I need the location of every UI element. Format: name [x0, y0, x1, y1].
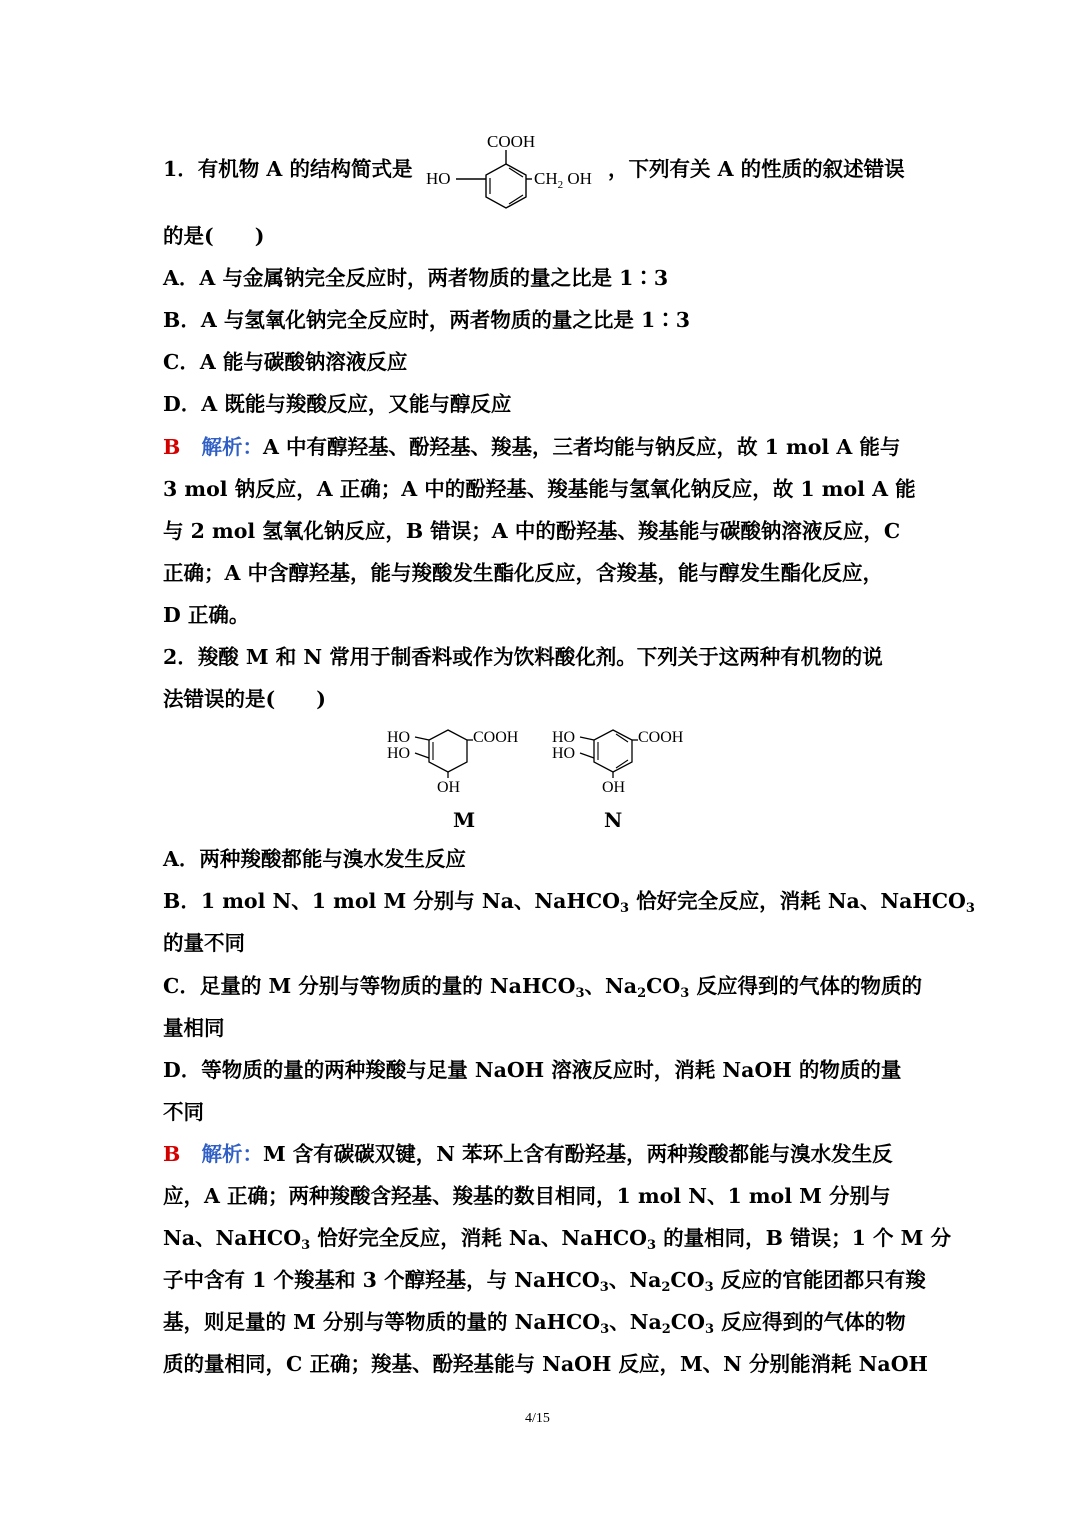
- svg-text:HO: HO: [552, 745, 576, 762]
- q2-stem-line1: 2．羧酸 M 和 N 常用于制香料或作为饮料酸化剂。下列关于这两种有机物的说: [163, 645, 883, 669]
- svg-text:COOH: COOH: [473, 729, 519, 746]
- svg-text:HO: HO: [387, 729, 411, 746]
- q1-stem-line1: 1．有机物 A 的结构简式是: [163, 157, 413, 181]
- q1-stem-line2: 的是( ): [163, 224, 265, 248]
- q1-stem-after: ，下列有关 A 的性质的叙述错误: [608, 157, 905, 181]
- svg-text:HO: HO: [552, 729, 576, 746]
- q2-analysis-line1: B 解析：M 含有碳碳双键，N 苯环上含有酚羟基，两种羧酸都能与溴水发生反: [163, 1142, 893, 1166]
- svg-text:COOH: COOH: [638, 729, 684, 746]
- q2-structure-n: [550, 720, 700, 800]
- ch2oh-label: $CH_2$ OH: [534, 169, 592, 191]
- q2-analysis-line3: Na、NaHCO$_3$ 恰好完全反应，消耗 Na、NaHCO$_3$ 的量相同，B 错误；1 个 M 分: [163, 1226, 952, 1253]
- q1-analysis-line4: 正确；A 中含醇羟基，能与羧酸发生酯化反应，含羧基，能与醇发生酯化反应，: [163, 561, 884, 585]
- q1-structure: [420, 128, 610, 213]
- svg-text:HO: HO: [387, 745, 411, 762]
- q2-analysis-line5: 基，则足量的 M 分别与等物质的量的 NaHCO$_3$、$Na_2CO_3$ 反应得到的气体的物: [163, 1310, 906, 1337]
- cooh-label: COOH: [487, 132, 536, 151]
- q2-option-c-line2: 量相同: [163, 1016, 225, 1040]
- q1-option-c: C．A 能与碳酸钠溶液反应: [163, 350, 408, 374]
- q1-option-d: D．A 既能与羧酸反应，又能与醇反应: [163, 392, 512, 416]
- q1-analysis-line3: 与 2 mol 氢氧化钠反应，B 错误；A 中的酚羟基、羧基能与碳酸钠溶液反应，C: [163, 519, 901, 543]
- q2-answer: B: [163, 1142, 181, 1166]
- svg-text:OH: OH: [602, 779, 626, 796]
- q2-option-d: D．等物质的量的两种羧酸与足量 NaOH 溶液反应时，消耗 NaOH 的物质的量: [163, 1058, 902, 1082]
- q2-option-c: C．足量的 M 分别与等物质的量的 NaHCO$_3$、$Na_2CO_3$ 反应得到的气体的物质的: [163, 974, 922, 1001]
- label-m: M: [453, 808, 476, 832]
- q2-analysis-line6: 质的量相同，C 正确；羧基、酚羟基能与 NaOH 反应，M、N 分别能消耗 NaOH: [163, 1352, 928, 1376]
- page-number: 4/15: [525, 1411, 550, 1426]
- q1-analysis-line1: B 解析：A 中有醇羟基、酚羟基、羧基，三者均能与钠反应，故 1 mol A 能与: [163, 435, 901, 459]
- q2-analysis-line4: 子中含有 1 个羧基和 3 个醇羟基，与 NaHCO$_3$、$Na_2CO_3$ 反应的官能团都只有羧: [163, 1268, 926, 1295]
- svg-text:OH: OH: [437, 779, 461, 796]
- q1-analysis-label: 解析：: [201, 435, 263, 459]
- q2-option-b-line2: 的量不同: [163, 931, 245, 955]
- q1-analysis-line2: 3 mol 钠反应，A 正确；A 中的酚羟基、羧基能与氢氧化钠反应，故 1 mol A 能: [163, 477, 916, 501]
- q2-option-b: B．1 mol N、1 mol M 分别与 Na、NaHCO$_3$ 恰好完全反应，消耗 Na、NaHCO$_3$: [163, 889, 975, 916]
- q1-option-a: A．A 与金属钠完全反应时，两者物质的量之比是 1∶3: [163, 266, 669, 290]
- q2-analysis-label: 解析：: [201, 1142, 263, 1166]
- ho-label: HO: [426, 169, 451, 188]
- q2-option-a: A．两种羧酸都能与溴水发生反应: [163, 847, 466, 871]
- q1-analysis-line5: D 正确。: [163, 603, 250, 627]
- q1-option-b: B．A 与氢氧化钠完全反应时，两者物质的量之比是 1∶3: [163, 308, 691, 332]
- q2-option-d-line2: 不同: [163, 1100, 204, 1124]
- q2-analysis-line2: 应，A 正确；两种羧酸含羟基、羧基的数目相同，1 mol N、1 mol M 分别与: [163, 1184, 891, 1208]
- q2-stem-line2: 法错误的是( ): [163, 687, 326, 711]
- q2-structure-m: [385, 720, 535, 800]
- label-n: N: [604, 808, 623, 832]
- q1-answer: B: [163, 435, 181, 459]
